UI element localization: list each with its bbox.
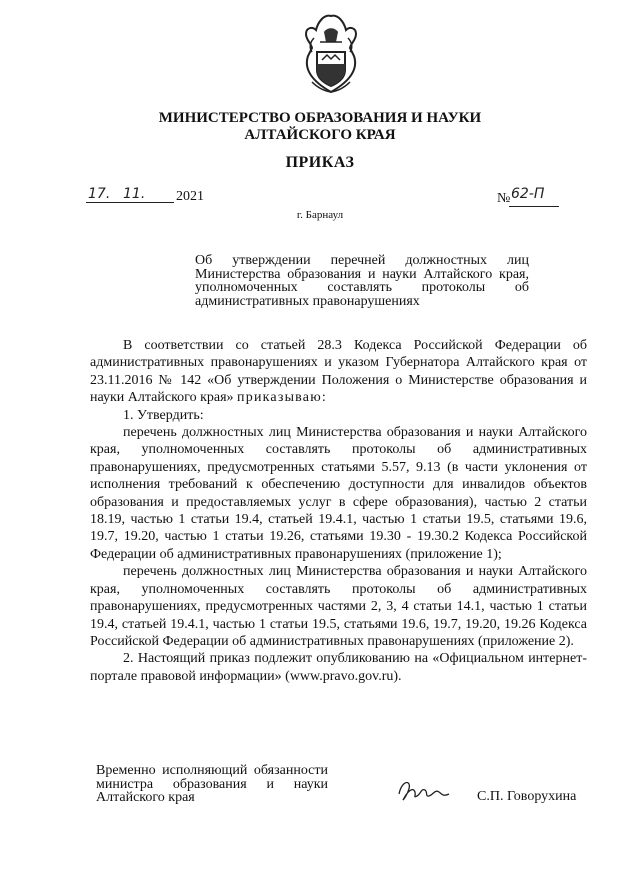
body-intro-paragraph (90, 337, 587, 407)
signatory-name: С.П. Говорухина (477, 789, 577, 804)
date-underline (86, 202, 174, 203)
date-month-handwritten: 11. (123, 186, 146, 202)
body-intro-text: В соответствии со статьей 28.3 Кодекса Российской Федерации об административных правонарушениях и указом Губернатора Алтайского края от 23.11.2016 № 142 «Об утверждении Положения о Министерстве образования и науки Алтайского края» (90, 338, 587, 406)
order-subject: Об утверждении перечней должностных лиц Министерства образования и науки Алтайского края, уполномоченных составлять протоколы об административных правонарушениях (195, 253, 529, 309)
date-year: 2021 (176, 189, 204, 204)
signatory-position: Временно исполняющий обязанности министра образования и науки Алтайского края (96, 763, 328, 805)
number-sign: № (497, 191, 511, 206)
list-item-appendix-2: перечень должностных лиц Министерства образования и науки Алтайского края, уполномоченных составлять протоколы об административных правонарушениях, предусмотренных частями 2, 3, 4 статьи 14.1, частью 1 статьи 19.4, статьей 19.4.1, частью 1 статьи 19.5, статьями 19.6, 19.7, 19.20, 19.26 Кодекса Российской Федерации об административных правонарушениях (приложение 2). (90, 564, 587, 649)
ministry-name (0, 110, 640, 144)
item-2-publication: 2. Настоящий приказ подлежит опубликованию на «Официальном интернет-портале правовой информации» (www.pravo.gov.ru). (90, 651, 587, 684)
list-item-appendix-1: перечень должностных лиц Министерства образования и науки Алтайского края, уполномоченных составлять протоколы об административных правонарушениях, предусмотренных статьями 5.57, 9.13 (в части уклонения от исполнения требований к обеспечению доступности для инвалидов объектов образования и предоставляемых услуг в сфере образования), частью 2 статьи 18.19, частью 1 статьи 19.4, статьей 19.4.1, частью 1 статьи 19.5, статьями 19.6, 19.7, 19.20, частью 1 статьи 19.26, статьями 19.30 - 19.30.2 Кодекса Российской Федерации об административных правонарушениях (приложение 1); (90, 425, 587, 562)
ministry-name-line1: МИНИСТЕРСТВО ОБРАЗОВАНИЯ И НАУКИ (158, 110, 482, 126)
document-type-title: ПРИКАЗ (285, 154, 355, 171)
number-underline (509, 206, 559, 207)
handwritten-signature-icon (395, 776, 451, 804)
order-body (90, 337, 587, 685)
coat-of-arms-icon (294, 12, 368, 96)
date-day-handwritten: 17. (88, 186, 111, 202)
order-number-handwritten: 62-П (511, 186, 545, 202)
ministry-name-line2: АЛТАЙСКОГО КРАЯ (244, 127, 396, 143)
item-1-heading: 1. Утвердить: (123, 407, 204, 423)
order-word: приказываю: (237, 390, 327, 406)
city-label: г. Барнаул (296, 209, 344, 221)
